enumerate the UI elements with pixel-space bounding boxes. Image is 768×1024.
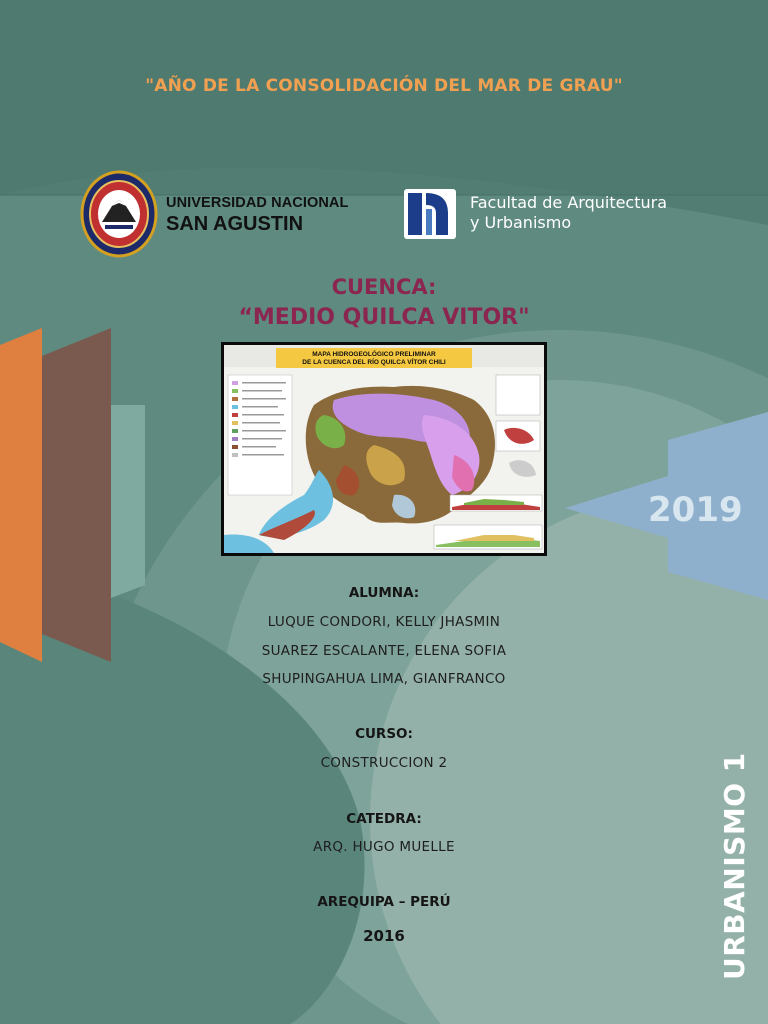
unsa-wordmark bbox=[166, 196, 348, 234]
location-label: AREQUIPA – PERÚ bbox=[317, 894, 451, 910]
map-title-line1: MAPA HIDROGEOLÓGICO PRELIMINAR bbox=[312, 351, 436, 358]
basin-title: CUENCA: bbox=[331, 275, 437, 299]
map-legend bbox=[228, 375, 292, 495]
chair-label: CATEDRA: bbox=[346, 811, 422, 827]
unsa-name-line1: UNIVERSIDAD NACIONAL bbox=[166, 195, 349, 211]
fau-logo-icon bbox=[402, 185, 458, 241]
document-year: 2016 bbox=[363, 927, 405, 945]
orange-accent-shape bbox=[0, 328, 42, 662]
year-badge: 2019 bbox=[648, 490, 743, 530]
map-graphic bbox=[224, 345, 544, 553]
motto-heading: "AÑO DE LA CONSOLIDACIÓN DEL MAR DE GRAU" bbox=[145, 76, 623, 96]
student-name: SUAREZ ESCALANTE, ELENA SOFIA bbox=[261, 643, 507, 659]
hydrogeological-map-image bbox=[221, 342, 547, 556]
fau-name-line2: y Urbanismo bbox=[470, 213, 572, 232]
map-title-line2: DE LA CUENCA DEL RÍO QUILCA VÍTOR CHILI bbox=[302, 359, 446, 366]
course-value: CONSTRUCCION 2 bbox=[320, 755, 448, 771]
fau-wordmark bbox=[470, 193, 667, 233]
student-name: LUQUE CONDORI, KELLY JHASMIN bbox=[267, 614, 501, 630]
side-course-label: URBANISMO 1 bbox=[718, 752, 751, 980]
unsa-seal-icon bbox=[80, 170, 158, 258]
course-label: CURSO: bbox=[355, 726, 413, 742]
students-label: ALUMNA: bbox=[348, 585, 420, 601]
teal-accent-shape bbox=[111, 405, 145, 598]
fau-name-line1: Facultad de Arquitectura bbox=[470, 193, 668, 212]
basin-name: “MEDIO QUILCA VITOR" bbox=[238, 305, 530, 330]
brown-accent-shape bbox=[42, 328, 111, 662]
student-name: SHUPINGAHUA LIMA, GIANFRANCO bbox=[262, 671, 506, 687]
chair-value: ARQ. HUGO MUELLE bbox=[313, 839, 455, 855]
unsa-name-line2: SAN AGUSTIN bbox=[166, 212, 304, 235]
